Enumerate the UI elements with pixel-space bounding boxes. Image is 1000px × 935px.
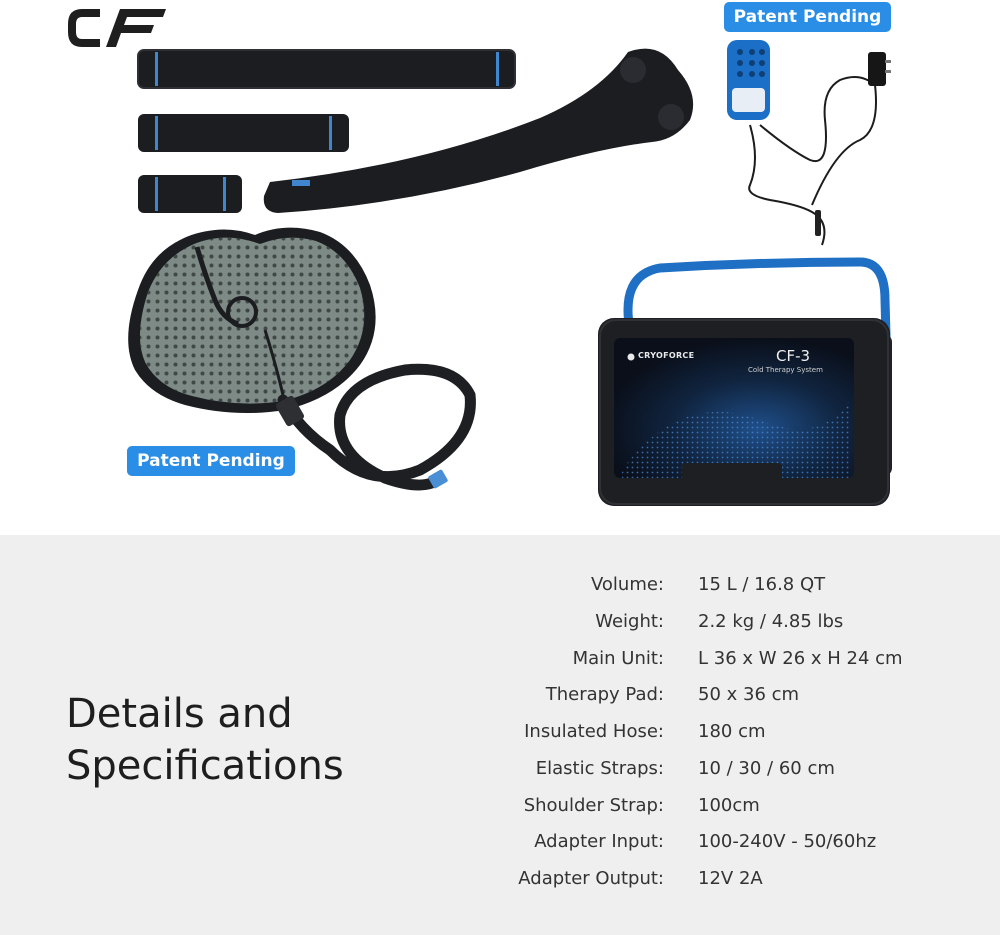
spec-row	[0, 713, 1000, 750]
spec-value: 100cm	[698, 795, 760, 816]
spec-row	[0, 676, 1000, 713]
spec-label: Shoulder Strap:	[523, 795, 664, 816]
heading-line-2: Specifications	[66, 743, 344, 789]
spec-row	[0, 787, 1000, 824]
spec-label: Adapter Output:	[518, 868, 664, 889]
device-subtitle-label: Cold Therapy System	[748, 366, 823, 374]
spec-row	[0, 566, 1000, 603]
spec-label: Weight:	[595, 611, 664, 632]
spec-label: Therapy Pad:	[545, 684, 664, 705]
spec-value: 10 / 30 / 60 cm	[698, 758, 835, 779]
spec-label: Main Unit:	[572, 648, 664, 669]
spec-label: Insulated Hose:	[524, 721, 664, 742]
elastic-strap-short	[138, 175, 242, 213]
spec-label: Elastic Straps:	[535, 758, 664, 779]
elastic-strap-long	[138, 50, 515, 88]
spec-row	[0, 860, 1000, 897]
spec-label: Adapter Input:	[534, 831, 664, 852]
patent-pending-badge: Patent Pending	[724, 2, 891, 32]
spec-value: 100-240V - 50/60hz	[698, 831, 877, 852]
remote-controller	[727, 40, 891, 245]
spec-value: L 36 x W 26 x H 24 cm	[698, 648, 903, 669]
brand-logo	[68, 9, 166, 47]
therapy-pad	[128, 228, 375, 413]
spec-value: 12V 2A	[698, 868, 763, 889]
heading-line-1: Details and	[66, 691, 293, 737]
elastic-strap-medium	[138, 114, 349, 152]
device-model-label: CF-3	[776, 347, 811, 365]
spec-row	[0, 640, 1000, 677]
patent-pending-badge: Patent Pending	[127, 446, 295, 476]
spec-row	[0, 823, 1000, 860]
spec-row	[0, 750, 1000, 787]
spec-value: 50 x 36 cm	[698, 684, 800, 705]
spec-row	[0, 603, 1000, 640]
spec-value: 2.2 kg / 4.85 lbs	[698, 611, 844, 632]
device-brand-label: CRYOFORCE	[638, 351, 695, 360]
spec-value: 180 cm	[698, 721, 766, 742]
spec-value: 15 L / 16.8 QT	[698, 574, 826, 595]
spec-label: Volume:	[590, 574, 664, 595]
cooler-main-unit	[598, 262, 892, 506]
